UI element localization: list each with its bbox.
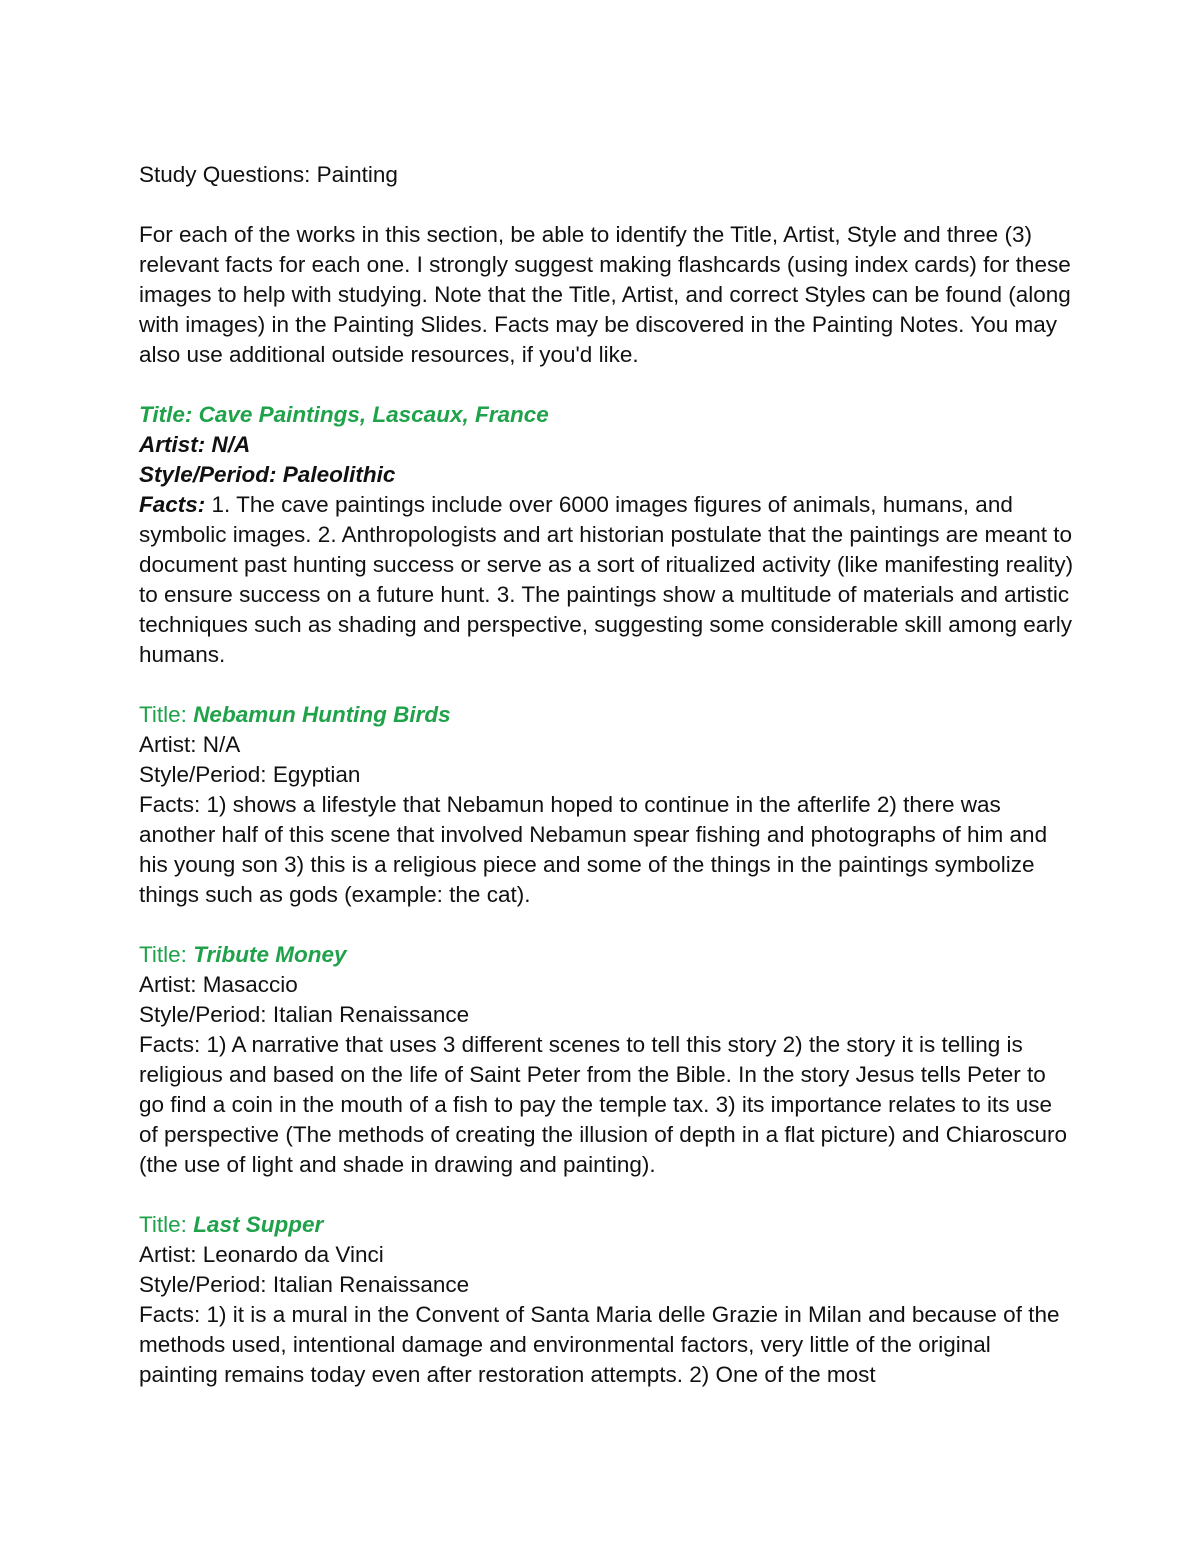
entry-style-line (139, 760, 1074, 790)
entry-facts: 1) it is a mural in the Convent of Santa Maria delle Grazie in Milan and because of the methods used, intentional damage and environmental factors, very little of the original painting remains today even after restoration attempts. 2) One of the most (139, 1302, 1060, 1387)
entry-facts-label: Facts: (139, 492, 206, 517)
entry-title-line (139, 1210, 1074, 1240)
entry-artist-label: Artist: (139, 972, 203, 997)
entry-artist-label: Artist: (139, 732, 203, 757)
entry-style-label: Style/Period: (139, 762, 273, 787)
entry-artist-label: Artist: (139, 432, 212, 457)
entry-facts-line (139, 490, 1074, 670)
entry-cave-paintings (139, 400, 1074, 670)
entry-nebamun (139, 700, 1074, 910)
entry-style-line (139, 1270, 1074, 1300)
entry-title: Last Supper (193, 1212, 324, 1237)
entry-facts: 1. The cave paintings include over 6000 images figures of animals, humans, and symbolic images. 2. Anthropologists and art historian postulate that the paintings are meant to document past hunting success or serve as a sort of ritualized activity (like manifesting reality) to ensure success on a future hunt. 3. The paintings show a multitude of materials and artistic techniques such as shading and perspective, suggesting some considerable skill among early humans. (139, 492, 1074, 667)
entry-style: Italian Renaissance (272, 1002, 470, 1027)
entry-title: Cave Paintings, Lascaux, France (198, 402, 549, 427)
intro-paragraph: For each of the works in this section, be able to identify the Title, Artist, Style and three (3) relevant facts for each one. I strongly suggest making flashcards (using index cards) for these images to help with studying. Note that the Title, Artist, and correct Styles can be found (along with images) in the Painting Slides. Facts may be discovered in the Painting Notes. You may also use additional outside resources, if you'd like. (139, 222, 1071, 367)
entry-artist: Masaccio (202, 972, 298, 997)
entry-artist-line (139, 430, 1074, 460)
entry-style: Italian Renaissance (272, 1272, 470, 1297)
entry-facts-label: Facts: (139, 792, 207, 817)
entry-artist: Leonardo da Vinci (202, 1242, 384, 1267)
entry-title: Tribute Money (193, 942, 347, 967)
entry-artist-line (139, 970, 1074, 1000)
entry-style-line (139, 460, 1074, 490)
entry-style-line (139, 1000, 1074, 1030)
entry-artist: N/A (202, 732, 241, 757)
entry-title-label: Title: (139, 402, 199, 427)
entry-facts-line (139, 1030, 1074, 1180)
entry-artist-line (139, 1240, 1074, 1270)
entry-style-label: Style/Period: (139, 462, 283, 487)
entry-title-label: Title: (139, 942, 194, 967)
entry-facts-label: Facts: (139, 1302, 207, 1327)
entry-artist: N/A (211, 432, 251, 457)
entry-title-line (139, 400, 1074, 430)
entry-style: Paleolithic (282, 462, 396, 487)
entry-facts-line (139, 1300, 1074, 1390)
entry-facts-label: Facts: (139, 1032, 207, 1057)
entry-artist-line (139, 730, 1074, 760)
entry-title-label: Title: (139, 1212, 194, 1237)
entry-artist-label: Artist: (139, 1242, 203, 1267)
entry-facts: 1) shows a lifestyle that Nebamun hoped to continue in the afterlife 2) there was another half of this scene that involved Nebamun spear fishing and photographs of him and his young son 3) this is a religious piece and some of the things in the paintings symbolize things such as gods (example: the cat). (139, 792, 1048, 907)
entry-title: Nebamun Hunting Birds (193, 702, 451, 727)
entry-title-line (139, 940, 1074, 970)
entry-facts-line (139, 790, 1074, 910)
document-page (139, 160, 1074, 1420)
entry-facts: 1) A narrative that uses 3 different scenes to tell this story 2) the story it is telling is religious and based on the life of Saint Peter from the Bible. In the story Jesus tells Peter to go find a coin in the mouth of a fish to pay the temple tax. 3) its importance relates to its use of perspective (The methods of creating the illusion of depth in a flat picture) and Chiaroscuro (the use of light and shade in drawing and painting). (139, 1032, 1068, 1177)
entry-title-line (139, 700, 1074, 730)
entry-style-label: Style/Period: (139, 1002, 273, 1027)
entry-title-label: Title: (139, 702, 194, 727)
entry-last-supper (139, 1210, 1074, 1390)
page-title: Study Questions: Painting (139, 162, 398, 187)
entry-tribute-money (139, 940, 1074, 1180)
entry-style: Egyptian (272, 762, 361, 787)
entry-style-label: Style/Period: (139, 1272, 273, 1297)
